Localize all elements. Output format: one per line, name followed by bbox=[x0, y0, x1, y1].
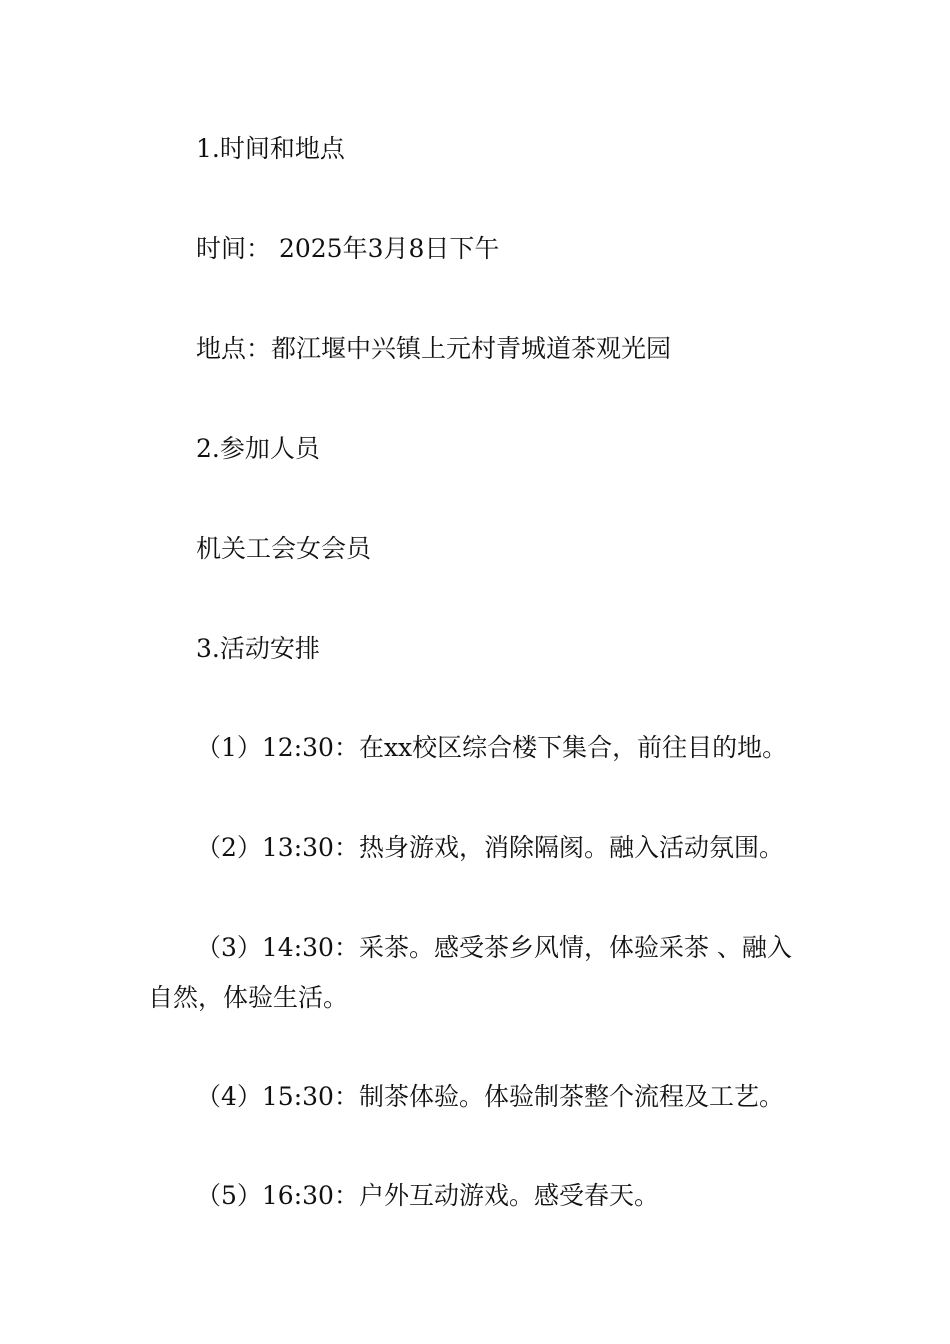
schedule-item-2: （2）13:30：热身游戏，消除隔阂。融入活动氛围。 bbox=[196, 833, 784, 862]
place-line: 地点：都江堰中兴镇上元村青城道茶观光园 bbox=[196, 334, 672, 363]
schedule-item-1: （1）12:30：在xx校区综合楼下集合，前往目的地。 bbox=[196, 733, 788, 762]
schedule-item-5: （5）16:30：户外互动游戏。感受春天。 bbox=[196, 1181, 659, 1210]
section-heading-time-place: 1.时间和地点 bbox=[196, 134, 345, 163]
participants-line: 机关工会女会员 bbox=[196, 534, 372, 563]
schedule-item-3-continuation: 自然，体验生活。 bbox=[148, 983, 349, 1012]
schedule-item-4: （4）15:30：制茶体验。体验制茶整个流程及工艺。 bbox=[196, 1082, 784, 1111]
time-line: 时间： 2025年3月8日下午 bbox=[196, 234, 500, 263]
schedule-item-3: （3）14:30：采茶。感受茶乡风情，体验采茶 、融入 bbox=[196, 933, 792, 962]
section-heading-schedule: 3.活动安排 bbox=[196, 634, 320, 663]
section-heading-participants: 2.参加人员 bbox=[196, 434, 320, 463]
